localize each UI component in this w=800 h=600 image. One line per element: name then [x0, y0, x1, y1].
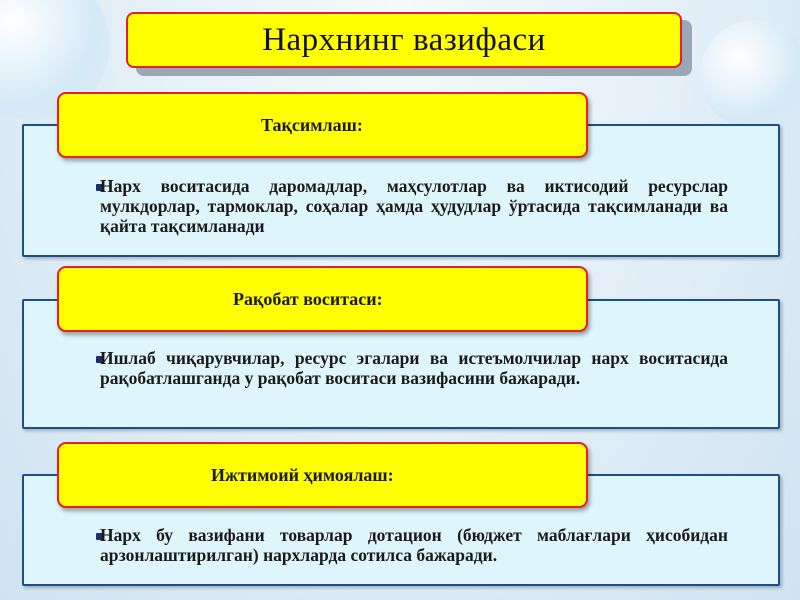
section-label-text: Рақобат воситаси:	[233, 288, 383, 309]
section-label-text: Ижтимоий ҳимоялаш:	[211, 464, 394, 485]
decor-circle-right	[700, 20, 800, 130]
diagram-title: Нархнинг вазифаси	[126, 12, 682, 68]
section-label-text: Тақсимлаш:	[261, 114, 363, 135]
section-label-social-protection	[57, 442, 588, 508]
section-text: Ишлаб чиқарувчилар, ресурс эгалари ва истеъмолчилар нарх воситасида рақобатлашганда у рақобат воситаси вазифасини бажаради.	[100, 348, 728, 388]
section-label-competition	[57, 266, 588, 332]
section-text: Нарх воситасида даромадлар, маҳсулотлар ва иктисодий ресурслар мулкдорлар, тармоклар, соҳалар ҳамда ҳудудлар ўртасида тақсимланади ва қайта тақсимланади	[100, 176, 728, 236]
section-label-distribution	[57, 92, 588, 158]
section-text: Нарх бу вазифани товарлар дотацион (бюджет маблағлари ҳисобидан арзонлаштирилган) нархларда сотилса бажаради.	[100, 525, 728, 565]
